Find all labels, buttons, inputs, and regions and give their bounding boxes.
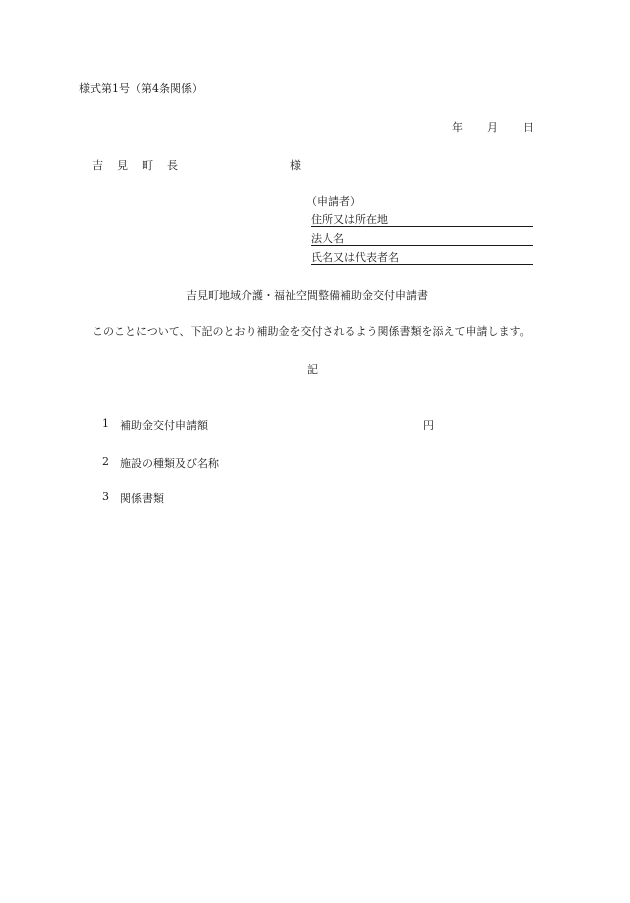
applicant-label: （申請者） <box>306 195 361 208</box>
yen-unit: 円 <box>423 419 434 432</box>
recipient-honorific: 様 <box>290 159 301 172</box>
document-title: 吉見町地域介護・福祉空間整備補助金交付申請書 <box>186 289 428 302</box>
form-number: 様式第1号（第4条関係） <box>79 82 203 95</box>
item-label-facility: 施設の種類及び名称 <box>120 457 219 470</box>
representative-label: 氏名又は代表者名 <box>311 251 399 264</box>
item-label-grant-amount: 補助金交付申請額 <box>120 419 208 432</box>
body-text: このことについて、下記のとおり補助金を交付されるよう関係書類を添えて申請します。 <box>92 325 531 338</box>
date-month-label: 月 <box>487 121 498 134</box>
corporation-field <box>311 230 533 246</box>
corporation-label: 法人名 <box>311 232 344 245</box>
item-label-documents: 関係書類 <box>120 492 164 505</box>
representative-field <box>311 249 533 265</box>
item-number: 2 <box>102 455 109 468</box>
date-year-label: 年 <box>452 121 463 134</box>
date-day-label: 日 <box>523 121 534 134</box>
item-number: 1 <box>102 417 109 430</box>
address-label: 住所又は所在地 <box>311 213 388 226</box>
ki-heading: 記 <box>307 363 318 376</box>
recipient-name: 吉見町長 <box>92 159 192 172</box>
item-number: 3 <box>102 490 109 503</box>
address-field <box>311 211 533 227</box>
